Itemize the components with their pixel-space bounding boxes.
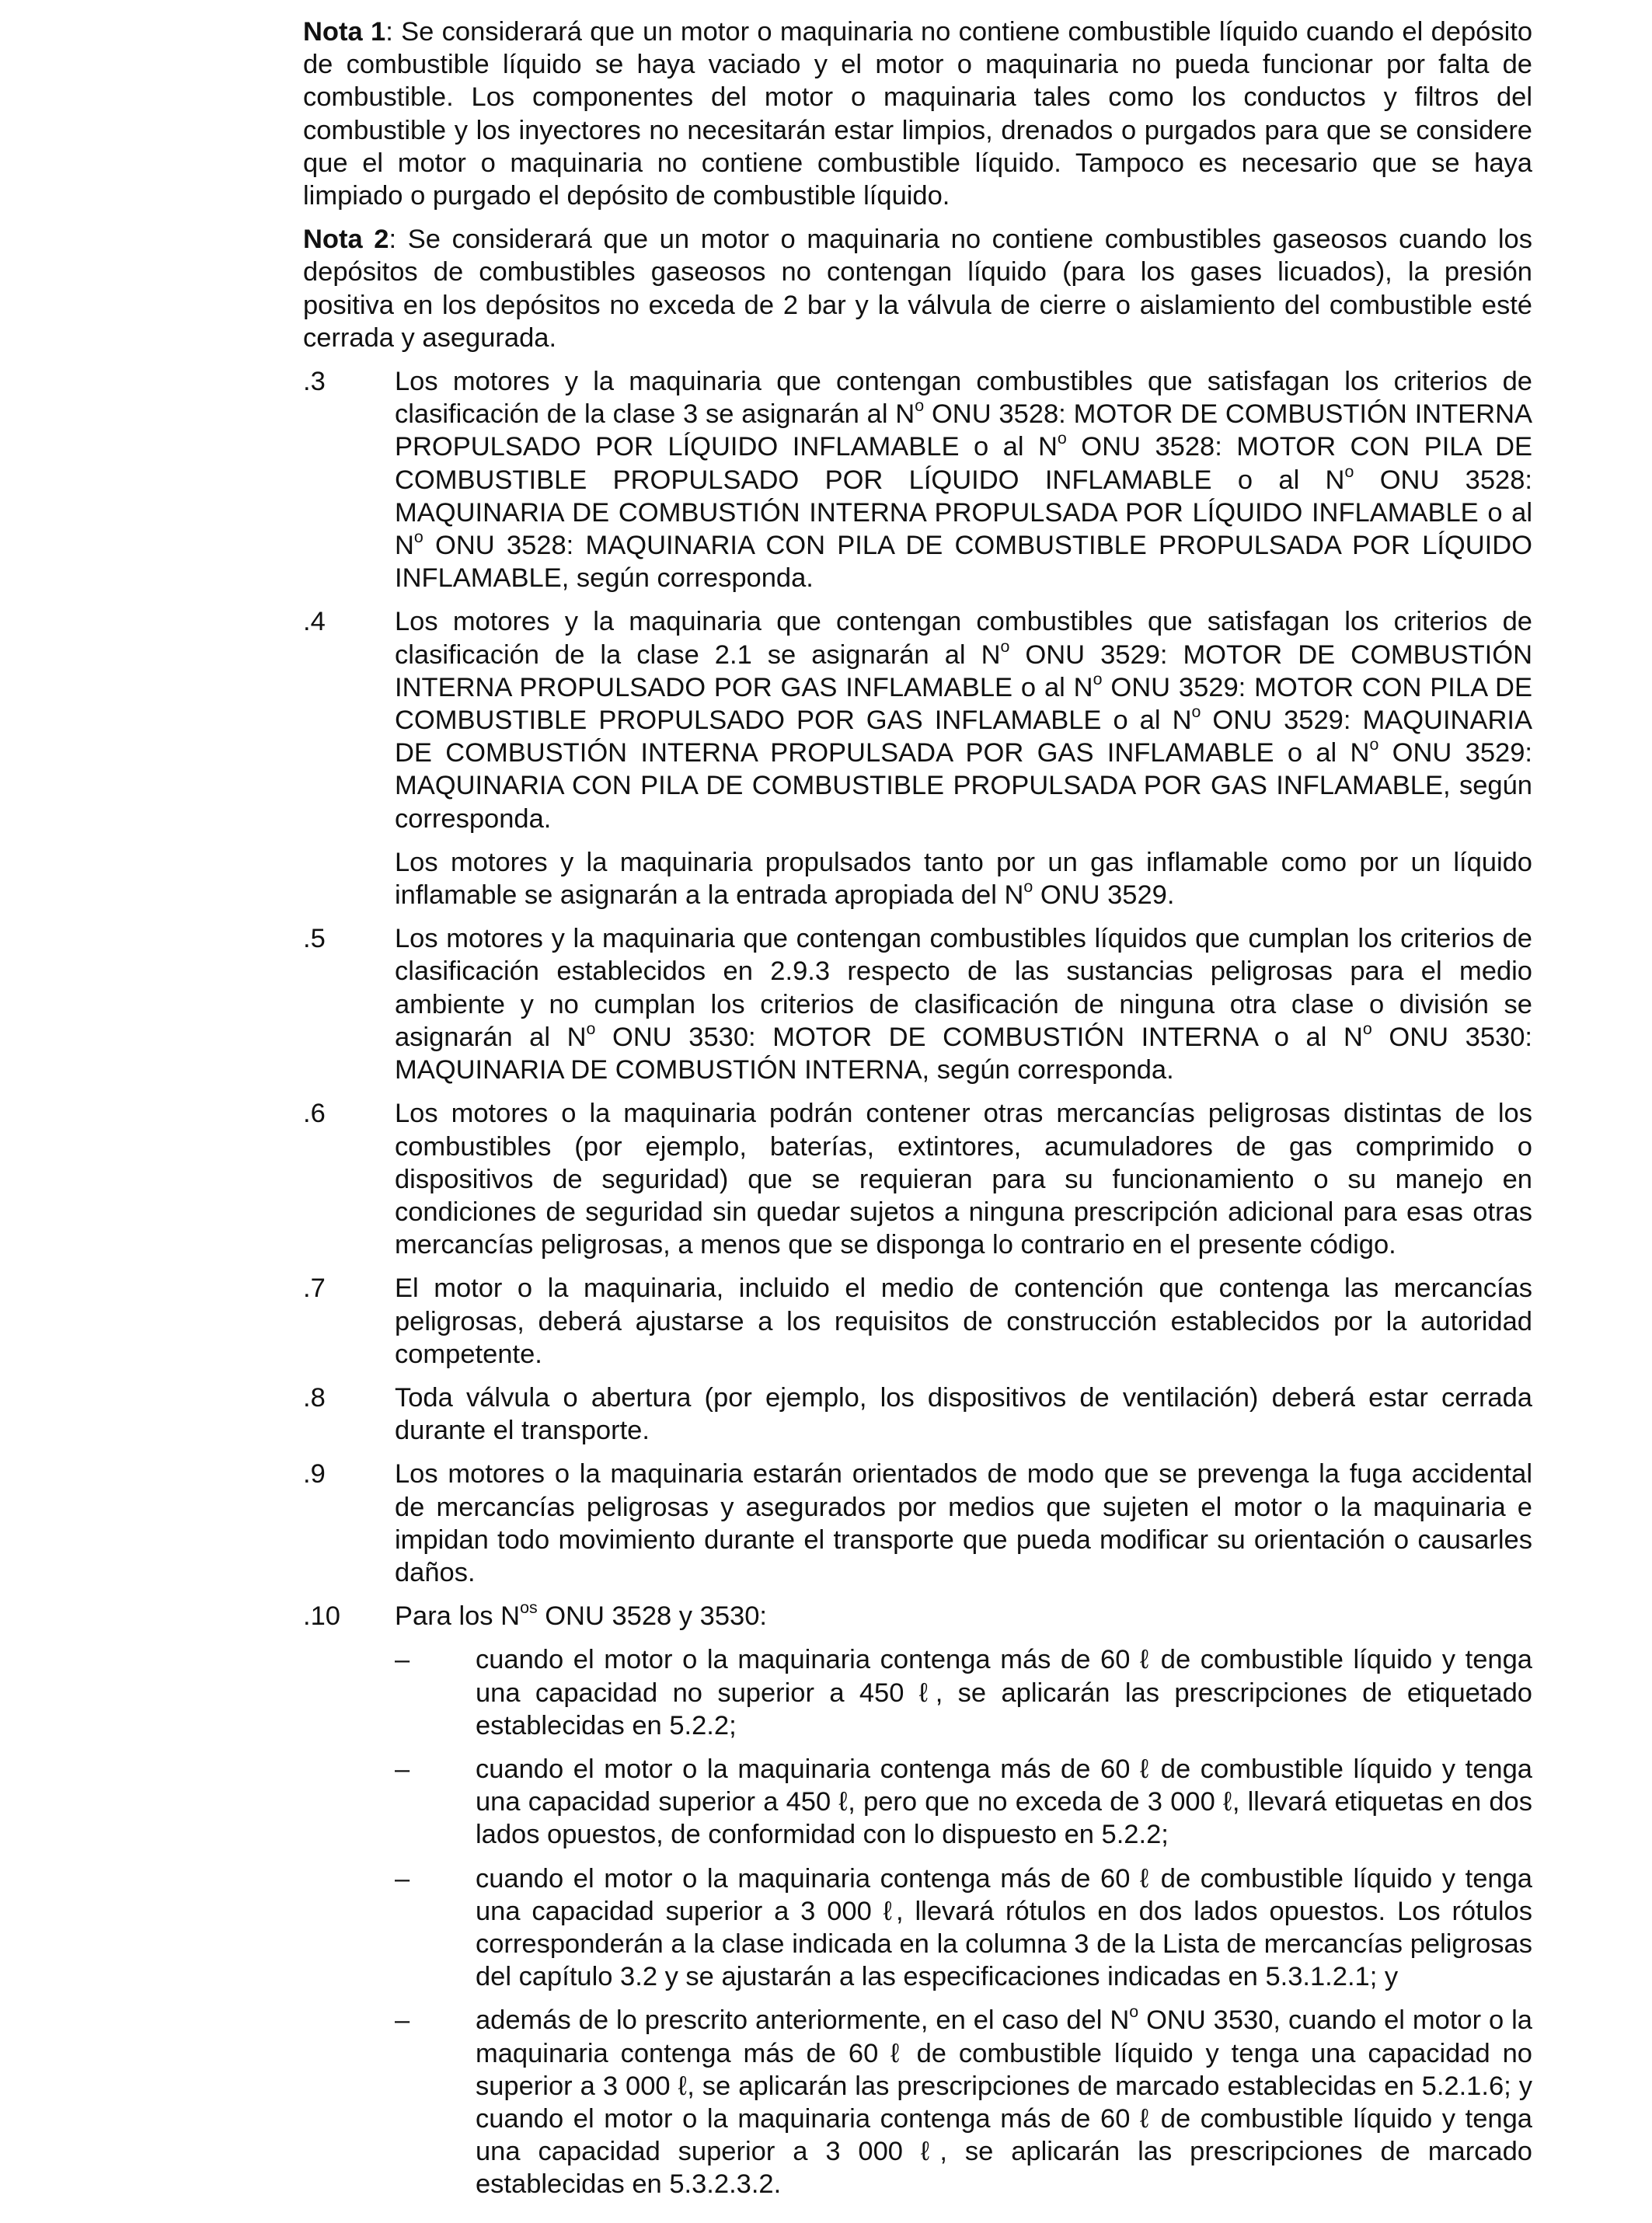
item-paragraph: Los motores y la maquinaria que contengan combustibles que satisfagan los criterios de clasificación de la clase 2.1 se asignarán al $N^o$ ONU 3529: MOTOR DE COMBUSTIÓN INTERNA PROPULSADO POR GAS INFLAMABLE o al $N^o$ ONU 3529: MOTOR CON PILA DE COMBUSTIBLE PROPULSADO POR GAS INFLAMABLE o al $N^o$ ONU 3529: MAQUINARIA DE COMBUSTIÓN INTERNA PROPULSADA POR GAS INFLAMABLE o al $N^o$ ONU 3529: MAQUINARIA CON PILA DE COMBUSTIBLE PROPULSADA POR GAS INFLAMABLE, según corresponda. (395, 607, 1532, 834)
dash-list (395, 1643, 1532, 2200)
note-1-label: Nota 1 (303, 17, 386, 47)
note-2 (303, 223, 1532, 354)
note-2-label: Nota 2 (303, 225, 389, 255)
item-body (395, 605, 1532, 911)
item-body (395, 1272, 1532, 1371)
item-8 (303, 1382, 1532, 1447)
item-paragraph: Los motores o la maquinaria estarán orientados de modo que se prevenga la fuga accidental de mercancías peligrosas y asegurados por medios que sujeten el motor o la maquinaria e impidan todo movimiento durante el transporte que pueda modificar su orientación o causarles daños. (395, 1459, 1532, 1587)
ordinal-superscript: o (1023, 877, 1033, 897)
item-paragraph: Los motores y la maquinaria propulsados tanto por un gas inflamable como por un líquido inflamable se asignarán a la entrada apropiada del $N^o$ ONU 3529. (395, 847, 1532, 911)
item-number: .5 (303, 924, 326, 954)
intro-text-after: ONU 3528 y 3530: (537, 1601, 767, 1632)
item-body (395, 365, 1532, 594)
item-body (395, 1382, 1532, 1447)
list-item-text: además de lo prescrito anteriormente, en el caso del $N^o$ ONU 3530, cuando el motor o la maquinaria contenga más de 60 ℓ de combustible líquido y tenga una capacidad no superior a 3 000 ℓ, se aplicarán las prescripciones de marcado establecidas en 5.2.1.6; y cuando el motor o la maquinaria contenga más de 60 ℓ de combustible líquido y tenga una capacidad superior a 3 000 ℓ, se aplicarán las prescripciones de marcado establecidas en 5.3.2.3.2. (476, 2002, 1532, 2200)
ordinal-superscript: o (1129, 2002, 1139, 2022)
ordinal-superscript: o (413, 528, 423, 547)
ordinal-superscript: o (1000, 636, 1010, 656)
item-paragraph: Los motores y la maquinaria que contengan combustibles líquidos que cumplan los criterios de clasificación establecidos en 2.9.3 respecto de las sustancias peligrosas para el medio ambiente y no cumplan los criterios de clasificación de ninguna otra clase o división se asignarán al $N^o$ ONU 3530: MOTOR DE COMBUSTIÓN INTERNA o al $N^o$ ONU 3530: MAQUINARIA DE COMBUSTIÓN INTERNA, según corresponda. (395, 924, 1532, 1085)
dash-marker: – (395, 1754, 410, 1784)
dash-marker: – (395, 2005, 410, 2036)
ordinal-superscript: o (1093, 669, 1103, 688)
dash-marker: – (395, 1863, 410, 1894)
item-7 (303, 1272, 1532, 1371)
list-item (395, 2004, 1532, 2200)
list-item-text: cuando el motor o la maquinaria contenga más de 60 ℓ de combustible líquido y tenga una capacidad superior a 450 ℓ, pero que no exceda de 3 000 ℓ, llevará etiquetas en dos lados opuestos, de conformidad con lo dispuesto en 5.2.2; (476, 1754, 1532, 1850)
item-body (395, 1097, 1532, 1261)
note-1-text: : Se considerará que un motor o maquinaria no contiene combustible líquido cuando el depósito de combustible líquido se haya vaciado y el motor o maquinaria no pueda funcionar por falta de combustible. Los componentes del motor o maquinaria tales como los conductos y filtros del combustible y los inyectores no necesitarán estar limpios, drenados o purgados para que se considere que el motor o maquinaria no contiene combustible líquido. Tampoco es necesario que se haya limpiado o purgado el depósito de combustible líquido. (303, 17, 1533, 211)
item-paragraph: El motor o la maquinaria, incluido el medio de contención que contenga las mercancías peligrosas, deberá ajustarse a los requisitos de construcción establecidos por la autoridad competente. (395, 1274, 1532, 1369)
item-3 (303, 365, 1532, 594)
dash-marker: – (395, 1645, 410, 1675)
item-paragraph: Toda válvula o abertura (por ejemplo, los dispositivos de ventilación) deberá estar cerrada durante el transporte. (395, 1382, 1532, 1446)
item-4 (303, 605, 1532, 911)
list-item (395, 1862, 1532, 1994)
ordinal-superscript: o (586, 1019, 596, 1038)
item-10-intro (395, 1600, 1532, 1632)
ordinal-superscript: o (915, 396, 925, 416)
item-number: .7 (303, 1274, 326, 1304)
list-item (395, 1753, 1532, 1852)
item-body (395, 1600, 1532, 2211)
ordinal-superscript: o (1057, 429, 1067, 448)
item-number: .8 (303, 1382, 326, 1413)
ordinal-superscript: o (1362, 1019, 1372, 1038)
list-item (395, 1643, 1532, 1742)
ordinal-superscript: o (1344, 462, 1354, 481)
item-number: .6 (303, 1099, 326, 1129)
intro-text-before: Para los N (395, 1601, 521, 1632)
document-page (303, 16, 1532, 2223)
item-5 (303, 922, 1532, 1086)
item-6 (303, 1097, 1532, 1261)
note-1 (303, 16, 1532, 212)
item-number: .3 (303, 367, 326, 397)
item-body (395, 922, 1532, 1086)
note-2-text: : Se considerará que un motor o maquinaria no contiene combustibles gaseosos cuando los depósitos de combustibles gaseosos no contengan líquido (para los gases licuados), la presión positiva en los depósitos no exceda de 2 bar y la válvula de cierre o aislamiento del combustible esté cerrada y asegurada. (303, 225, 1532, 353)
item-paragraph: Los motores y la maquinaria que contengan combustibles que satisfagan los criterios de clasificación de la clase 3 se asignarán al $N^o$ ONU 3528: MOTOR DE COMBUSTIÓN INTERNA PROPULSADO POR LÍQUIDO INFLAMABLE o al $N^o$ ONU 3528: MOTOR CON PILA DE COMBUSTIBLE PROPULSADO POR LÍQUIDO INFLAMABLE o al $N^o$ ONU 3528: MAQUINARIA DE COMBUSTIÓN INTERNA PROPULSADA POR LÍQUIDO INFLAMABLE o al $N^o$ ONU 3528: MAQUINARIA CON PILA DE COMBUSTIBLE PROPULSADA POR LÍQUIDO INFLAMABLE, según corresponda. (395, 367, 1533, 594)
ordinal-superscript: o (1191, 702, 1201, 722)
item-9 (303, 1458, 1532, 1589)
item-paragraph: Los motores o la maquinaria podrán contener otras mercancías peligrosas distintas de los combustibles (por ejemplo, baterías, extintores, acumuladores de gas comprimido o dispositivos de seguridad) que se requieran para su funcionamiento o su manejo en condiciones de seguridad sin quedar sujetos a ninguna prescripción adicional para esas otras mercancías peligrosas, a menos que se disponga lo contrario en el presente código. (395, 1099, 1532, 1260)
intro-superscript: os (520, 1598, 538, 1618)
item-number: .10 (303, 1601, 340, 1632)
item-10 (303, 1600, 1532, 2211)
list-item-text: cuando el motor o la maquinaria contenga más de 60 ℓ de combustible líquido y tenga una capacidad superior a 3 000 ℓ, llevará rótulos en dos lados opuestos. Los rótulos corresponderán a la clase indicada en la columna 3 de la Lista de mercancías peligrosas del capítulo 3.2 y se ajustarán a las especificaciones indicadas en 5.3.1.2.1; y (476, 1863, 1532, 1992)
list-item-text: cuando el motor o la maquinaria contenga más de 60 ℓ de combustible líquido y tenga una capacidad no superior a 450 ℓ, se aplicarán las prescripciones de etiquetado establecidas en 5.2.2; (476, 1645, 1532, 1740)
item-number: .4 (303, 607, 326, 637)
item-body (395, 1458, 1532, 1589)
ordinal-superscript: o (1369, 735, 1379, 754)
item-number: .9 (303, 1459, 326, 1490)
